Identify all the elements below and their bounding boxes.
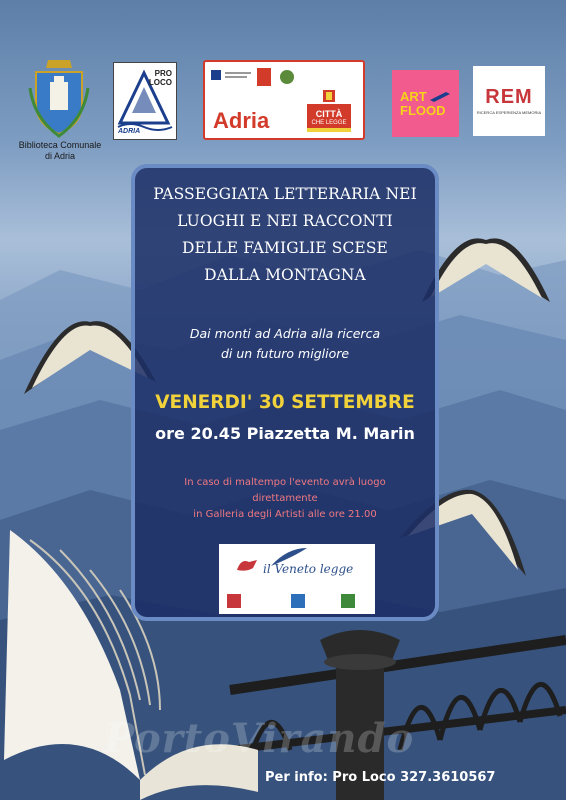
info-contact: Per info: Pro Loco 327.3610567 — [265, 770, 496, 785]
pro-loco-logo — [113, 62, 177, 140]
event-title — [135, 181, 435, 289]
rem-logo — [473, 66, 545, 136]
citta-che-legge-badge — [303, 88, 355, 134]
sponsor-badges-icon — [227, 592, 367, 610]
pencil-icon — [430, 92, 450, 102]
pro-loco-city: ADRIA — [118, 128, 141, 135]
adria-citta-che-legge-logo — [203, 60, 365, 140]
rem-subtitle: RICERCA ESPERIENZA MEMORIA — [476, 110, 542, 115]
event-date: VENERDI' 30 SETTEMBRE — [155, 392, 415, 413]
subtitle-line: di un futuro migliore — [220, 346, 350, 361]
subtitle-line: Dai monti ad Adria alla ricerca — [189, 326, 381, 341]
note-line: In caso di maltempo l'evento avrà luogo — [184, 477, 386, 488]
art-flood-wordmark: ART FLOOD — [400, 89, 446, 118]
logo-strip — [0, 0, 566, 170]
partner-badges-icon — [211, 68, 311, 92]
che-legge-label: CHE LEGGE — [311, 120, 347, 126]
pro-loco-label: PRO LOCO — [148, 69, 172, 87]
title-line: PASSEGGIATA LETTERARIA NEI — [153, 185, 417, 203]
note-line: direttamente — [252, 493, 318, 504]
event-subtitle — [135, 324, 435, 364]
veneto-legge-logo — [219, 544, 375, 614]
weather-note — [135, 475, 435, 523]
title-line: DELLE FAMIGLIE SCESE — [182, 239, 388, 257]
art-flood-logo — [392, 70, 459, 137]
event-time-place: ore 20.45 Piazzetta M. Marin — [155, 424, 415, 443]
citta-label: CITTÀ — [315, 109, 343, 119]
watermark: PortoVirando — [104, 715, 415, 762]
title-line: LUOGHI E NEI RACCONTI — [177, 212, 393, 230]
comune-adria-crest-icon — [28, 58, 90, 138]
lion-of-saint-mark-icon — [235, 556, 259, 574]
event-panel — [131, 164, 439, 621]
biblioteca-caption: Biblioteca Comunale di Adria — [18, 140, 102, 161]
title-line: DALLA MONTAGNA — [204, 266, 366, 284]
veneto-legge-wordmark: il Veneto legge — [263, 562, 354, 576]
note-line: in Galleria degli Artisti alle ore 21.00 — [193, 509, 377, 520]
adria-wordmark: Adria — [213, 108, 270, 133]
rem-wordmark: REM — [485, 86, 533, 108]
